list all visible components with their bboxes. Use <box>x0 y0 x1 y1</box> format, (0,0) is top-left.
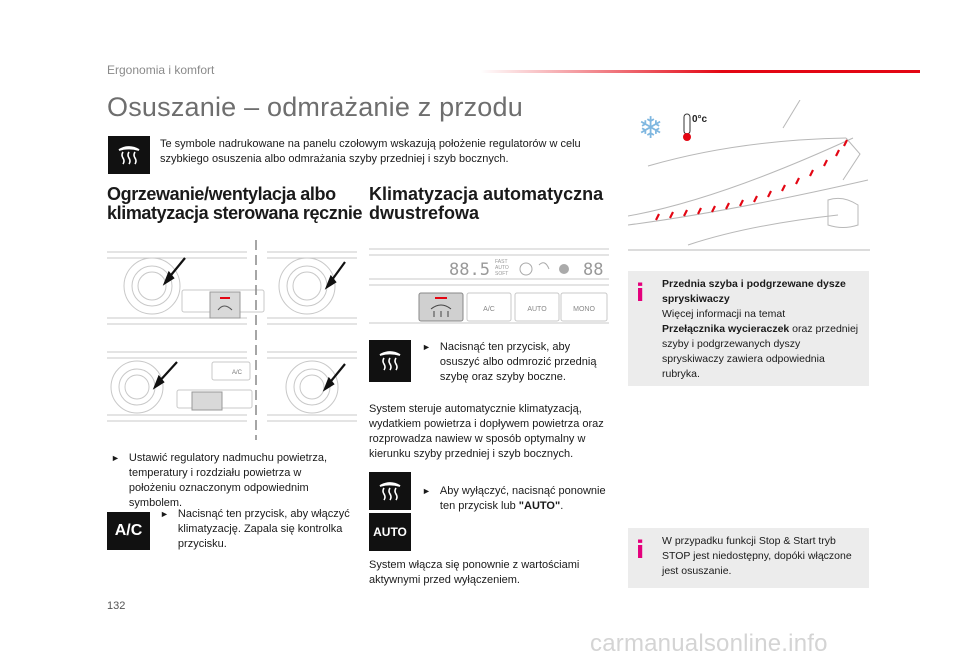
left-heading-line2: klimatyzacja sterowana ręcznie <box>107 203 363 223</box>
bullet-arrow-icon: ► <box>422 486 431 496</box>
left-bullet-2-text: Nacisnąć ten przycisk, aby włączyć klimatyzację. Zapala się kontrolka przycisku. <box>177 508 350 550</box>
ac-icon-label: A/C <box>114 522 143 539</box>
recirculation-icon <box>520 263 532 275</box>
middle-heading <box>369 185 603 223</box>
front-defrost-button-icon-2 <box>369 472 411 510</box>
windscreen-illustration <box>628 100 870 260</box>
page-title: Osuszanie – odmrażanie z przodu <box>107 92 523 122</box>
middle-heading-line2: dwustrefowa <box>369 203 480 223</box>
middle-bullet-1 <box>422 340 612 385</box>
middle-bullet-2 <box>422 484 607 514</box>
auto-icon-label: AUTO <box>373 525 407 539</box>
display-left-readout: 88.5 <box>449 260 490 280</box>
middle-heading-line1: Klimatyzacja automatyczna <box>369 184 604 204</box>
middle-paragraph-2: System włącza się ponownie z wartościami aktywnymi przed wyłączeniem. <box>369 559 580 586</box>
panel-mono-button-label: MONO <box>573 306 595 313</box>
panel-auto-button-label: AUTO <box>527 306 547 313</box>
info-icon: i <box>636 279 645 307</box>
middle-bullet-2-text: Aby wyłączyć, nacisnąć ponownie ten przycisk lub <box>439 485 606 512</box>
watermark: carmanualsonline.info <box>590 630 828 657</box>
display-mode-auto: AUTO <box>495 265 509 271</box>
middle-bullet-2-bold: "AUTO" <box>518 500 561 512</box>
auto-button-icon <box>369 513 411 551</box>
info1-bold: Przełącznika wycieraczek <box>662 323 790 335</box>
info-icon: i <box>636 536 645 564</box>
left-bullet-2 <box>160 507 350 552</box>
info2-text: W przypadku funkcji Stop & Start tryb STOP jest niedostępny, dopóki włączone jest osuszanie. <box>662 535 852 577</box>
front-defrost-icon <box>108 136 150 174</box>
middle-bullet-2-end: . <box>560 500 564 512</box>
header-rule <box>480 70 920 73</box>
display-right-readout: 88 <box>583 260 604 280</box>
left-bullet-1 <box>111 451 351 511</box>
display-mode-fast: FAST <box>495 259 508 265</box>
auto-panel-illustration <box>369 245 609 325</box>
display-mode-soft: SOFT <box>495 271 509 277</box>
front-defrost-button-icon <box>369 340 411 382</box>
info1-rest: oraz przedniej szyby i podgrzewanych dyszy spryskiwaczy zawiera odpowiednia rubryka. <box>662 323 859 380</box>
temperature-label: 0°c <box>692 114 708 125</box>
left-heading-line1: Ogrzewanie/wentylacja albo <box>107 184 336 204</box>
bullet-arrow-icon: ► <box>160 509 169 519</box>
left-heading <box>107 185 362 223</box>
info-box-stop-start <box>628 528 869 588</box>
intro-text: Te symbole nadrukowane na panelu czołowym wskazują położenie regulatorów w celu szybkiego osuszenia albo odmrażania szyby przedniej i szyb bocznych. <box>160 138 581 165</box>
airflow-icon <box>539 263 549 269</box>
thermometer-icon <box>684 114 690 134</box>
page-number: 132 <box>107 600 126 612</box>
left-bullet-1-text: Ustawić regulatory nadmuchu powietrza, temperatury i rozdziału powietrza w położeniu oznaczonym odpowiednim symbolem. <box>128 452 328 509</box>
ac-button-icon <box>107 512 150 550</box>
bullet-arrow-icon: ► <box>422 342 431 352</box>
info1-title: Przednia szyba i podgrzewane dysze spryskiwaczy <box>662 278 846 305</box>
info-box-windscreen <box>628 271 869 386</box>
info1-line1: Więcej informacji na temat <box>662 308 786 320</box>
middle-paragraph-1: System steruje automatycznie klimatyzacją, wydatkiem powietrza i dopływem powietrza oraz rozprowadza nawiew w sposób optymalny w kierunku szyby przedniej i szyb bocznych. <box>369 403 604 460</box>
fan-icon <box>559 264 569 274</box>
middle-bullet-1-text: Nacisnąć ten przycisk, aby osuszyć albo odmrozić przednią szybę oraz szyby boczne. <box>439 341 597 383</box>
bullet-arrow-icon: ► <box>111 453 120 463</box>
manual-panel-illustration <box>107 240 357 440</box>
panel-ac-label: A/C <box>232 370 243 376</box>
section-title: Ergonomia i komfort <box>107 63 215 77</box>
panel-ac-button-label: A/C <box>483 306 495 313</box>
snowflake-icon: ❄ <box>638 111 664 146</box>
